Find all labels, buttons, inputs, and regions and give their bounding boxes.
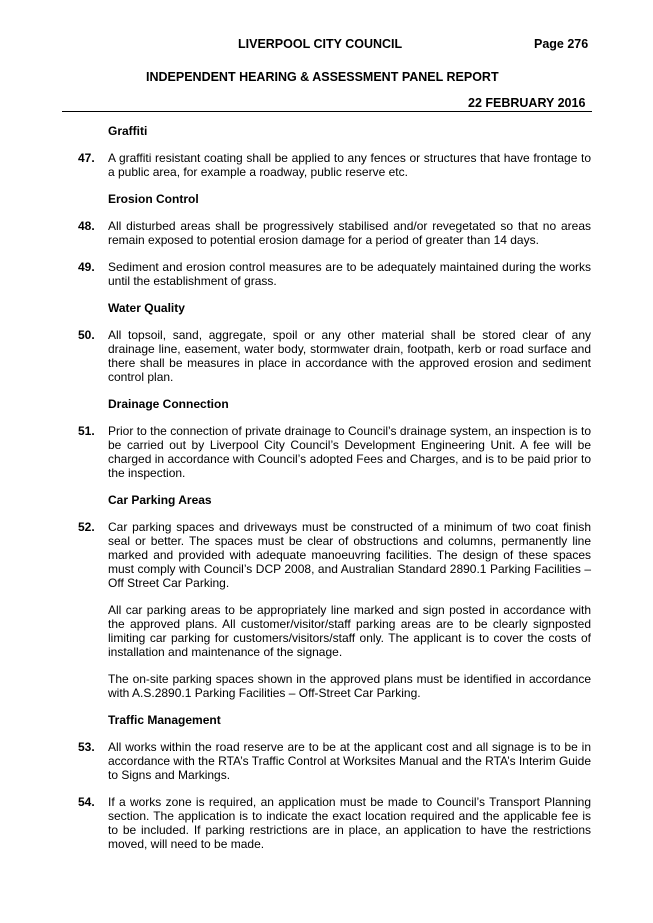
document-body <box>0 124 653 864</box>
condition-paragraph: All car parking areas to be appropriately line marked and sign posted in accordance with the approved plans. All customer/visitor/staff parking areas are to be clearly signposted limiting car parking for customers/visitors/staff only. The applicant is to cover the costs of installation and maintenance of the signage. <box>108 603 591 659</box>
condition-number: 48. <box>78 219 95 233</box>
report-date: 22 FEBRUARY 2016 <box>468 96 586 110</box>
condition-number: 47. <box>78 151 95 165</box>
condition-text: Prior to the connection of private drainage to Council’s drainage system, an inspection is to be carried out by Liverpool City Council’s Development Engineering Unit. A fee will be charged in accordance with Council’s adopted Fees and Charges, and is to be paid prior to the inspection. <box>108 424 591 480</box>
condition-text: All topsoil, sand, aggregate, spoil or any other material shall be stored clear of any drainage line, easement, water body, stormwater drain, footpath, kerb or road surface and there shall be measures in place in accordance with the approved erosion and sediment control plan. <box>108 328 591 384</box>
condition-number: 52. <box>78 520 95 534</box>
condition-number: 53. <box>78 740 95 754</box>
condition-number: 50. <box>78 328 95 342</box>
section-heading-erosion-control: Erosion Control <box>108 192 199 206</box>
condition-text: Car parking spaces and driveways must be constructed of a minimum of two coat finish seal or better. The spaces must be clear of obstructions and columns, permanently line marked and provided with adequate manoeuvring facilities. The design of these spaces must comply with Council’s DCP 2008, and Australian Standard 2890.1 Parking Facilities – Off Street Car Parking. <box>108 520 591 590</box>
condition-item <box>0 740 653 782</box>
condition-item <box>0 424 653 480</box>
condition-item <box>0 520 653 590</box>
condition-item <box>0 151 653 179</box>
condition-text: All works within the road reserve are to be at the applicant cost and all signage is to be in accordance with the RTA’s Traffic Control at Worksites Manual and the RTA’s Interim Guide to Signs and Markings. <box>108 740 591 782</box>
report-title: INDEPENDENT HEARING & ASSESSMENT PANEL REPORT <box>146 70 499 84</box>
condition-item <box>0 260 653 288</box>
condition-text: Sediment and erosion control measures are to be adequately maintained during the works until the establishment of grass. <box>108 260 591 288</box>
section-heading-traffic-management: Traffic Management <box>108 713 221 727</box>
condition-number: 49. <box>78 260 95 274</box>
condition-item <box>0 219 653 247</box>
section-heading-drainage-connection: Drainage Connection <box>108 397 229 411</box>
condition-text: All disturbed areas shall be progressively stabilised and/or revegetated so that no areas remain exposed to potential erosion damage for a period of greater than 14 days. <box>108 219 591 247</box>
council-name: LIVERPOOL CITY COUNCIL <box>238 37 403 51</box>
header-rule <box>62 111 592 112</box>
condition-paragraph: The on-site parking spaces shown in the approved plans must be identified in accordance with A.S.2890.1 Parking Facilities – Off-Street Car Parking. <box>108 672 591 700</box>
section-heading-car-parking-areas: Car Parking Areas <box>108 493 212 507</box>
section-heading-graffiti: Graffiti <box>108 124 148 138</box>
condition-text: If a works zone is required, an application must be made to Council’s Transport Planning section. The application is to indicate the exact location required and the applicable fee is to be included. If parking restrictions are in place, an application to have the restrictions moved, will need to be made. <box>108 795 591 851</box>
condition-item <box>0 795 653 851</box>
condition-number: 54. <box>78 795 95 809</box>
condition-item <box>0 328 653 384</box>
condition-text: A graffiti resistant coating shall be applied to any fences or structures that have frontage to a public area, for example a roadway, public reserve etc. <box>108 151 591 179</box>
page-number: Page 276 <box>534 37 589 51</box>
section-heading-water-quality: Water Quality <box>108 301 185 315</box>
condition-number: 51. <box>78 424 95 438</box>
